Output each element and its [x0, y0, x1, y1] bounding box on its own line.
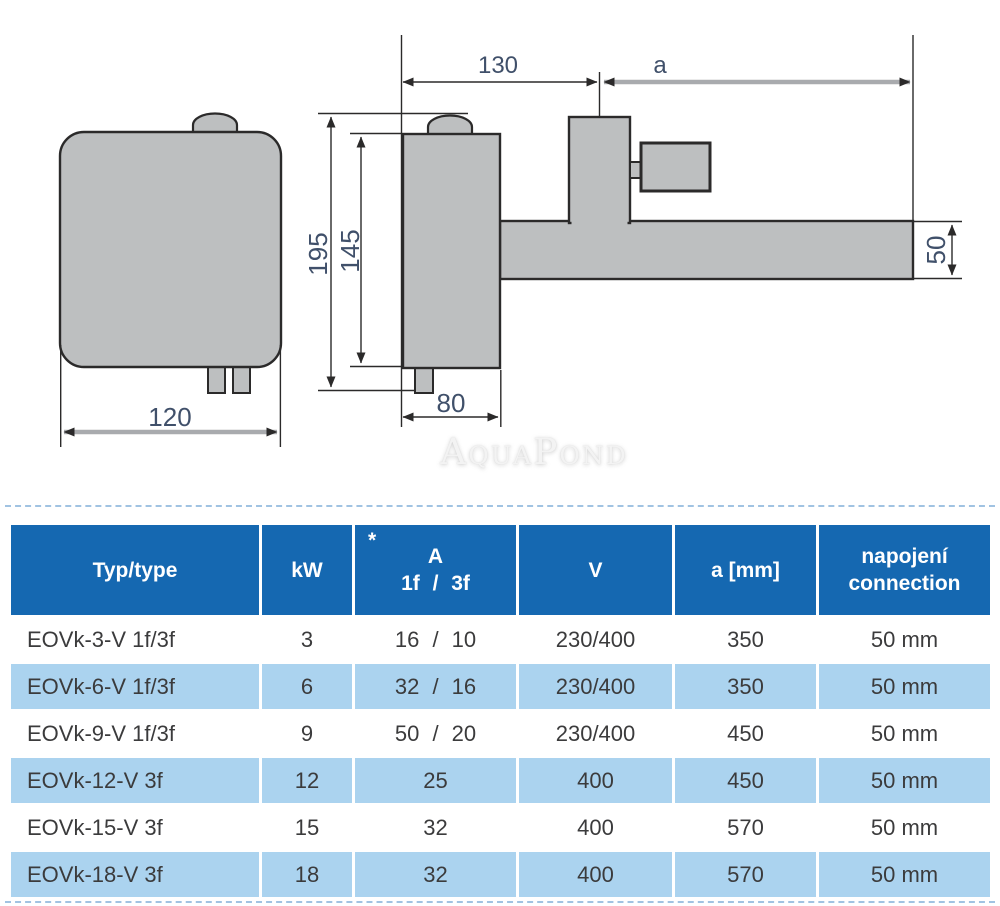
- front-view-drawing: [60, 114, 281, 394]
- bottom-divider: [5, 901, 995, 903]
- dim-label-80: 80: [436, 388, 466, 418]
- table-cell: 450: [675, 711, 816, 756]
- column-header-a-mm: [675, 525, 816, 615]
- table-cell: 15: [262, 805, 352, 850]
- table-cell: 32 / 16: [355, 664, 516, 709]
- side-view-drawing: [403, 116, 913, 394]
- fitting-pipe-seam: [572, 219, 628, 225]
- table-cell: 50 mm: [819, 805, 990, 850]
- side-view-connector-box: [641, 143, 710, 191]
- table-cell: 350: [675, 617, 816, 662]
- aquapond-watermark: AquaPond: [440, 432, 628, 473]
- table-cell: 350: [675, 664, 816, 709]
- table-cell: 570: [675, 805, 816, 850]
- table-cell: 50 mm: [819, 664, 990, 709]
- column-header-connection: [819, 525, 990, 615]
- table-cell: 230/400: [519, 711, 672, 756]
- table-cell: 32: [355, 852, 516, 897]
- top-divider: [5, 505, 995, 507]
- front-view-body: [60, 132, 281, 367]
- header-label: napojení: [861, 545, 948, 568]
- dim-label-120: 120: [148, 402, 192, 432]
- column-header-kw: [262, 525, 352, 615]
- table-cell: 50 mm: [819, 711, 990, 756]
- table-cell: EOVk-12-V 3f: [11, 758, 259, 803]
- table-cell: 570: [675, 852, 816, 897]
- table-cell: 230/400: [519, 617, 672, 662]
- header-label: Typ/type: [92, 558, 178, 582]
- dim-label-a: a: [653, 52, 667, 79]
- side-view-foot: [415, 367, 433, 393]
- table-cell: 6: [262, 664, 352, 709]
- table-cell: 25: [355, 758, 516, 803]
- front-view-cap: [193, 114, 237, 134]
- table-cell: 3: [262, 617, 352, 662]
- column-header-type: [11, 525, 259, 615]
- dim-label-130: 130: [477, 52, 519, 79]
- table-cell: 18: [262, 852, 352, 897]
- spec-table: [11, 525, 990, 897]
- table-cell: 230/400: [519, 664, 672, 709]
- front-view-foot-left: [208, 367, 225, 393]
- side-view-fitting: [569, 117, 630, 223]
- table-cell: 12: [262, 758, 352, 803]
- table-cell: 9: [262, 711, 352, 756]
- table-cell: 16 / 10: [355, 617, 516, 662]
- side-view-cap: [428, 116, 472, 136]
- table-cell: EOVk-15-V 3f: [11, 805, 259, 850]
- header-sublabel: connection: [848, 572, 961, 595]
- side-view-body: [403, 134, 500, 368]
- dim-label-50: 50: [921, 235, 951, 265]
- side-view-pipe: [500, 221, 913, 279]
- header-label: a [mm]: [711, 558, 780, 582]
- table-cell: EOVk-9-V 1f/3f: [11, 711, 259, 756]
- table-cell: 50 mm: [819, 617, 990, 662]
- table-cell: 50 / 20: [355, 711, 516, 756]
- header-label: A: [427, 545, 444, 568]
- table-cell: 400: [519, 758, 672, 803]
- table-cell: EOVk-3-V 1f/3f: [11, 617, 259, 662]
- table-cell: 50 mm: [819, 758, 990, 803]
- front-view-foot-right: [233, 367, 250, 393]
- header-sublabel: 1f / 3f: [401, 572, 470, 595]
- column-header-voltage: [519, 525, 672, 615]
- table-cell: 450: [675, 758, 816, 803]
- table-cell: EOVk-6-V 1f/3f: [11, 664, 259, 709]
- dim-label-195: 195: [303, 232, 333, 276]
- column-header-amps: [355, 525, 516, 615]
- header-label: kW: [291, 558, 323, 582]
- table-cell: 400: [519, 852, 672, 897]
- asterisk-note: *: [368, 529, 377, 552]
- dim-label-145: 145: [335, 229, 365, 273]
- table-cell: 400: [519, 805, 672, 850]
- table-cell: 32: [355, 805, 516, 850]
- table-cell: EOVk-18-V 3f: [11, 852, 259, 897]
- table-cell: 50 mm: [819, 852, 990, 897]
- header-label: V: [588, 558, 603, 582]
